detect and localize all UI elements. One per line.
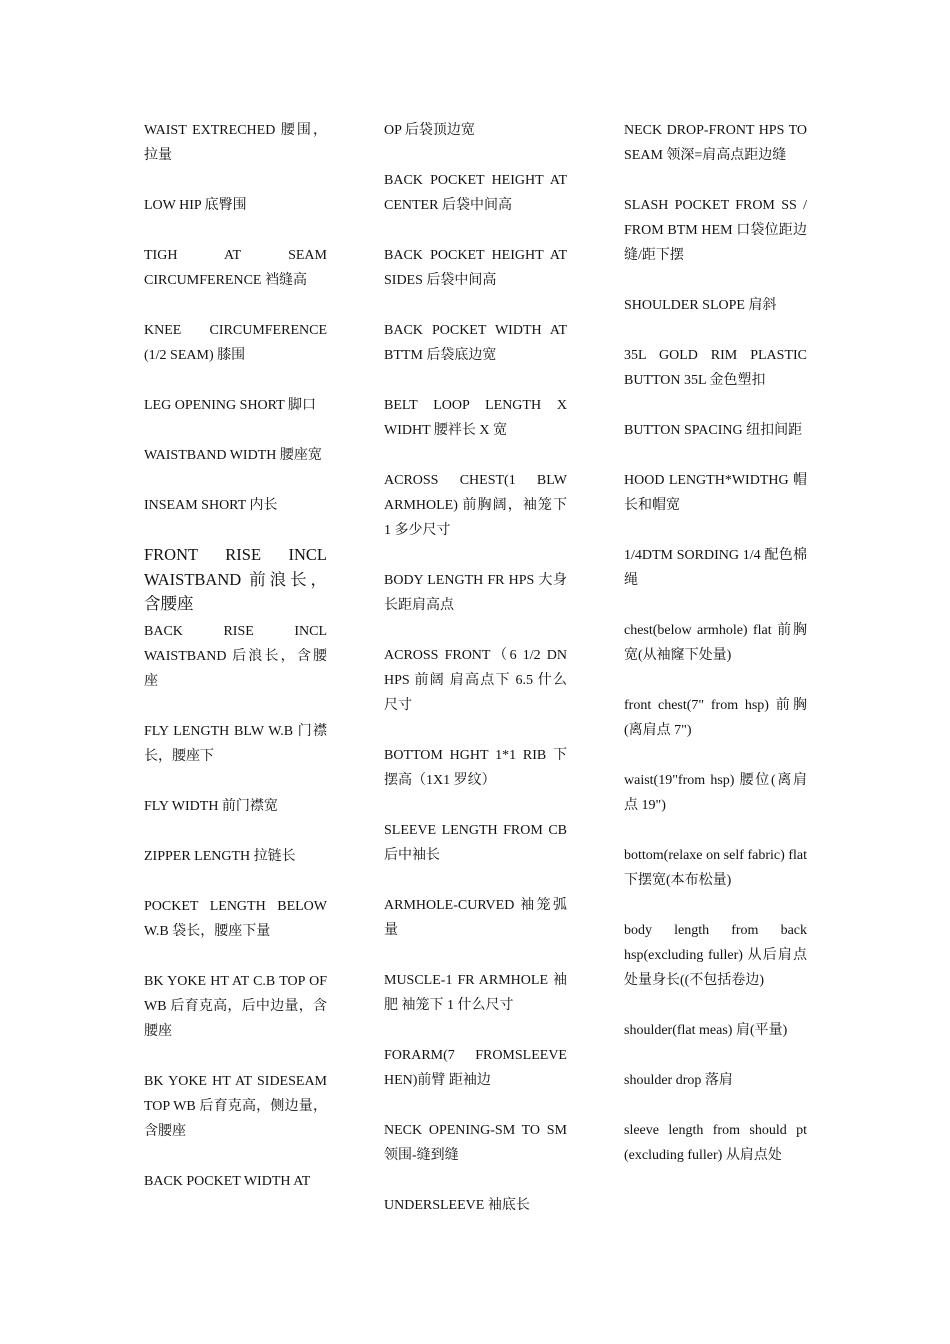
entry-thigh-at-seam: TIGH AT SEAM CIRCUMFERENCE 裆缝高 <box>144 248 327 288</box>
entry-back-pocket-top-edge: OP 后袋顶边宽 <box>384 123 475 138</box>
entry-forearm: FORARM(7 FROMSLEEVE HEN)前臂 距袖边 <box>384 1048 567 1088</box>
entry-front-rise: FRONT RISE INCL WAISTBAND 前浪长，含腰座 <box>144 545 327 613</box>
entry-waist-from-hsp: waist(19"from hsp) 腰位(离肩点 19") <box>624 773 807 813</box>
entry-neck-opening: NECK OPENING-SM TO SM 领围-缝到缝 <box>384 1123 567 1163</box>
entry-across-front: ACROSS FRONT（6 1/2 DN HPS 前阔 肩高点下 6.5 什么尺寸 <box>384 648 567 713</box>
entry-fly-width: FLY WIDTH 前门襟宽 <box>144 798 278 814</box>
column-1 <box>144 118 327 1194</box>
entry-cording: 1/4DTM SORDING 1/4 配色棉绳 <box>624 548 807 588</box>
entry-across-chest: ACROSS CHEST(1 BLW ARMHOLE) 前胸阔，袖笼下 1 多少尺寸 <box>384 473 567 538</box>
entry-zipper-length: ZIPPER LENGTH 拉链长 <box>144 848 296 864</box>
column-2 <box>384 118 567 1218</box>
entry-shoulder-flat: shoulder(flat meas) 肩(平量) <box>624 1023 788 1038</box>
entry-body-length-back: body length from back hsp(excluding fuller) 从后肩点处量身长((不包括卷边) <box>624 923 807 988</box>
entry-waistband-width: WAISTBAND WIDTH 腰座宽 <box>144 448 322 463</box>
entry-shoulder-drop: shoulder drop 落肩 <box>624 1073 733 1088</box>
entry-back-pocket-width-bottom: BACK POCKET WIDTH AT BTTM 后袋底边宽 <box>384 323 567 363</box>
column-3 <box>624 118 807 1168</box>
entry-inseam-short: INSEAM SHORT 内长 <box>144 498 278 513</box>
entry-body-length: BODY LENGTH FR HPS 大身长距肩高点 <box>384 573 567 613</box>
entry-muscle: MUSCLE-1 FR ARMHOLE 袖肥 袖笼下 1 什么尺寸 <box>384 973 567 1013</box>
entry-bottom-height-rib: BOTTOM HGHT 1*1 RIB 下摆高（1X1 罗纹） <box>384 748 567 788</box>
entry-gold-button: 35L GOLD RIM PLASTIC BUTTON 35L 金色塑扣 <box>624 348 807 388</box>
entry-button-spacing: BUTTON SPACING 纽扣间距 <box>624 423 803 438</box>
entry-shoulder-slope: SHOULDER SLOPE 肩斜 <box>624 298 777 313</box>
entry-sleeve-length-shoulder: sleeve length from should pt (excluding fuller) 从肩点处 <box>624 1123 807 1163</box>
entry-belt-loop: BELT LOOP LENGTH X WIDHT 腰袢长 X 宽 <box>384 398 567 438</box>
entry-knee-circumference: KNEE CIRCUMFERENCE (1/2 SEAM) 膝围 <box>144 323 327 363</box>
entry-bk-yoke-cb: BK YOKE HT AT C.B TOP OF WB 后育克高，后中边量，含腰座 <box>144 973 327 1039</box>
entry-slash-pocket: SLASH POCKET FROM SS / FROM BTM HEM 口袋位距边缝/距下摆 <box>624 198 807 263</box>
entry-bottom-relaxed: bottom(relaxe on self fabric) flat 下摆宽(本布松量) <box>624 848 807 888</box>
entry-back-rise: BACK RISE INCL WAISTBAND 后浪长，含腰座 <box>144 623 327 689</box>
entry-undersleeve: UNDERSLEEVE 袖底长 <box>384 1198 530 1213</box>
entry-sleeve-length-cb: SLEEVE LENGTH FROM CB 后中袖长 <box>384 823 567 863</box>
entry-hood-length: HOOD LENGTH*WIDTHG 帽长和帽宽 <box>624 473 807 513</box>
entry-neck-drop: NECK DROP-FRONT HPS TO SEAM 领深=肩高点距边缝 <box>624 123 807 163</box>
entry-chest-flat: chest(below armhole) flat 前胸宽(从袖窿下处量) <box>624 623 807 663</box>
entry-waist-extreched: WAIST EXTRECHED 腰围，拉量 <box>144 123 327 163</box>
entry-bk-yoke-sideseam: BK YOKE HT AT SIDESEAM TOP WB 后育克高，侧边量，含腰座 <box>144 1073 327 1139</box>
entry-back-pocket-width-top: BACK POCKET WIDTH AT <box>144 1173 311 1189</box>
entry-low-hip: LOW HIP 底臀围 <box>144 198 247 213</box>
entry-back-pocket-height-sides: BACK POCKET HEIGHT AT SIDES 后袋中间高 <box>384 248 567 288</box>
entry-pocket-length: POCKET LENGTH BELOW W.B 袋长，腰座下量 <box>144 898 327 939</box>
entry-armhole-curved: ARMHOLE-CURVED 袖笼弧量 <box>384 898 567 938</box>
entry-leg-opening: LEG OPENING SHORT 脚口 <box>144 398 316 413</box>
entry-fly-length: FLY LENGTH BLW W.B 门襟长，腰座下 <box>144 723 327 764</box>
entry-back-pocket-height-center: BACK POCKET HEIGHT AT CENTER 后袋中间高 <box>384 173 567 213</box>
entry-front-chest: front chest(7" from hsp) 前胸(离肩点 7") <box>624 698 807 738</box>
